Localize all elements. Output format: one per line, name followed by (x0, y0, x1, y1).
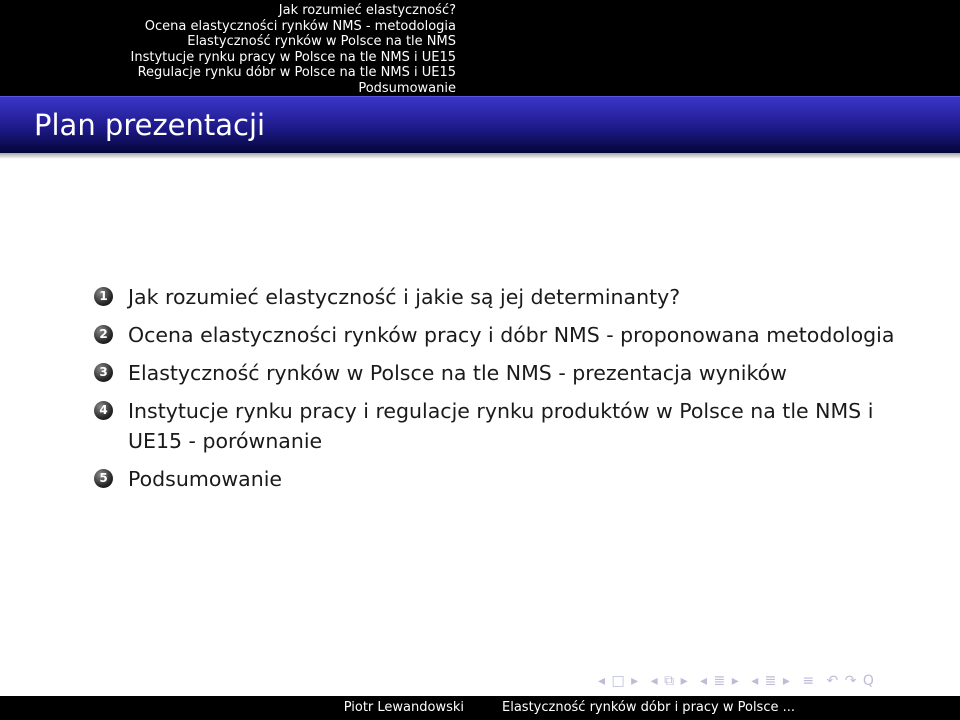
nav-section-1[interactable]: Jak rozumieć elastyczność? (278, 3, 456, 18)
nav-section-2[interactable]: Ocena elastyczności rynków NMS - metodologia (144, 18, 456, 34)
footer-title-box (480, 696, 960, 720)
title-bar-shadow (0, 153, 960, 159)
bullet-number-icon: 3 (94, 363, 113, 382)
subsection-nav-icon[interactable]: ◂ ⧉ ▸ (650, 673, 689, 689)
toc-item-label: Instytucje rynku pracy i regulacje rynku produktów w Polsce na tle NMS i UE15 - porównanie (128, 399, 874, 453)
nav-section-5[interactable]: Regulacje rynku dóbr w Polsce na tle NMS i UE15 (137, 65, 456, 80)
toc-item-label: Ocena elastyczności rynków pracy i dóbr NMS - proponowana metodologia (128, 323, 895, 347)
nav-section-6[interactable]: Podsumowanie (358, 80, 456, 96)
toc-item[interactable] (94, 464, 914, 494)
section-nav-icon[interactable]: ◂ ≣ ▸ (700, 673, 740, 689)
nav-section-3[interactable]: Elastyczność rynków w Polsce na tle NMS (187, 34, 456, 49)
nav-section-4[interactable]: Instytucje rynku pracy w Polsce na tle NMS i UE15 (130, 49, 456, 65)
header-bar (0, 0, 960, 96)
footer-author: Piotr Lewandowski (343, 700, 464, 715)
page-title: Plan prezentacji (34, 108, 266, 142)
toc-item[interactable] (94, 396, 914, 456)
toc-item[interactable] (94, 320, 914, 350)
bullet-number-icon: 2 (94, 325, 113, 344)
footer-bar (0, 696, 960, 720)
back-forward-search-icon[interactable]: ↶ ↷ Q (826, 673, 875, 689)
beamer-navigation-symbols (598, 673, 881, 693)
footer-short-title: Elastyczność rynków dóbr i pracy w Polsce ... (502, 700, 796, 715)
footer-author-box (0, 696, 480, 720)
table-of-contents (94, 282, 914, 502)
frame-title-bar (0, 96, 960, 153)
section-navigation (0, 0, 480, 96)
document-nav-icon[interactable]: ◂ ≣ ▸ (751, 673, 791, 689)
section-list (131, 3, 456, 96)
toc-item-label: Jak rozumieć elastyczność i jakie są jej determinanty? (128, 285, 681, 309)
bullet-number-icon: 1 (94, 287, 113, 306)
toc-item[interactable] (94, 282, 914, 312)
frame-nav-icon[interactable]: ◂ □ ▸ (598, 673, 640, 689)
toc-item-label: Podsumowanie (128, 467, 283, 491)
toc-item[interactable] (94, 358, 914, 388)
appendix-nav-icon[interactable]: ≡ (802, 673, 816, 689)
bullet-number-icon: 5 (94, 469, 113, 488)
toc-item-label: Elastyczność rynków w Polsce na tle NMS - prezentacja wyników (128, 361, 787, 385)
bullet-number-icon: 4 (94, 401, 113, 420)
